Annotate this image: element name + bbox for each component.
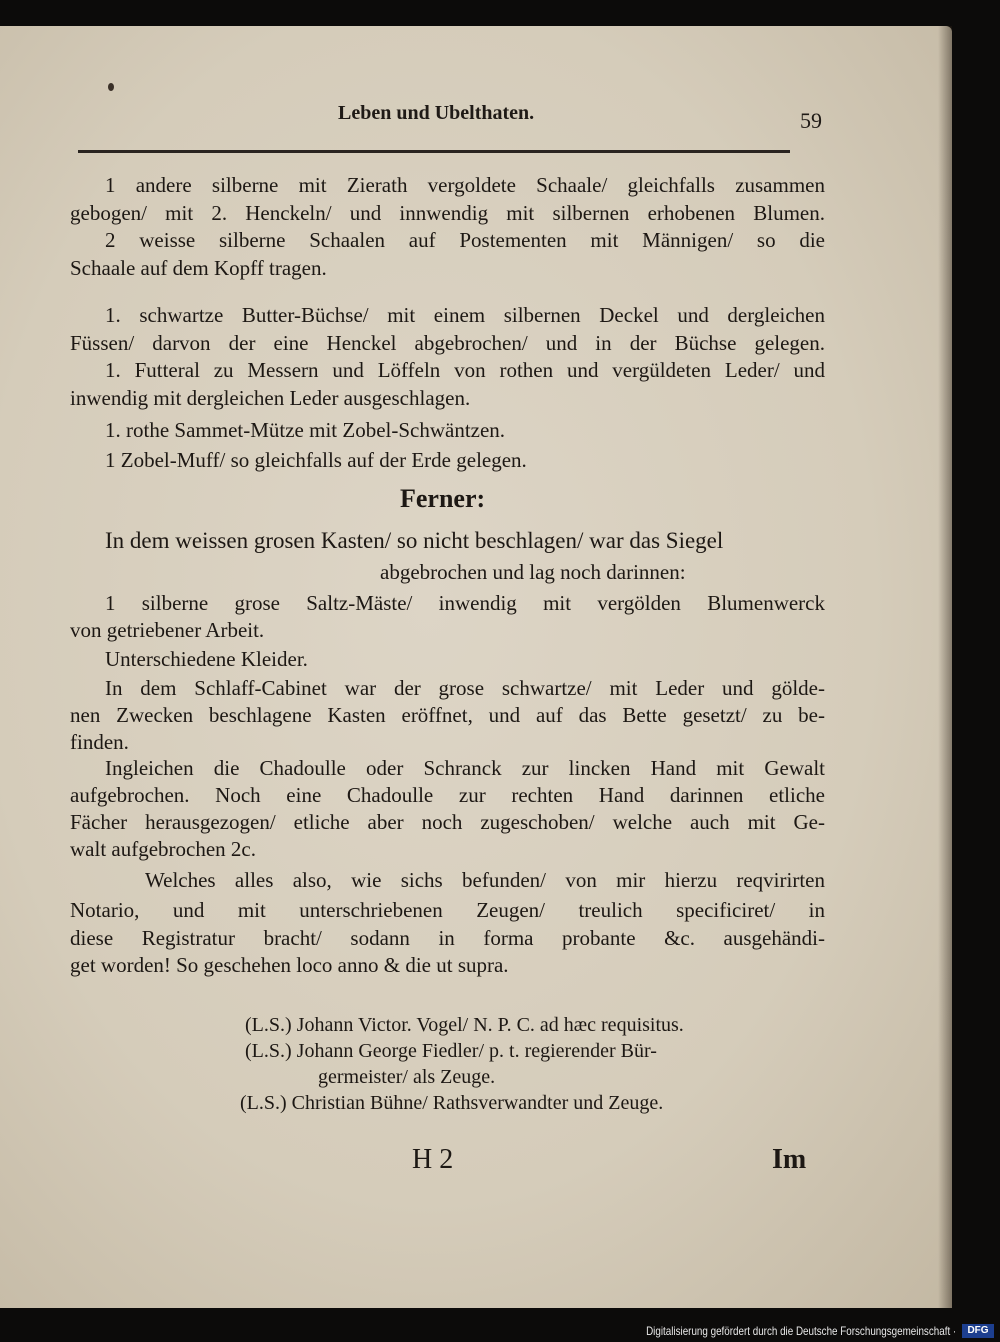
catchword: Im bbox=[772, 1144, 807, 1175]
text-line: Ingleichen die Chadoulle oder Schranck zur lincken Hand mit Gewalt bbox=[105, 756, 825, 780]
text-line: walt aufgebrochen 2c. bbox=[70, 837, 256, 861]
text-line: inwendig mit dergleichen Leder ausgeschlagen. bbox=[70, 386, 471, 410]
text-line: nen Zwecken beschlagene Kasten eröffnet, und auf das Bette gesetzt/ zu be- bbox=[70, 703, 825, 727]
text-line: Unterschiedene Kleider. bbox=[105, 647, 308, 671]
dfg-logo: DFG bbox=[962, 1324, 994, 1338]
text-line: gebogen/ mit 2. Henckeln/ und innwendig mit silbernen erhobenen Blumen. bbox=[70, 201, 825, 225]
running-head: Leben und Ubelthaten. bbox=[338, 102, 535, 124]
text-line: 1 silberne grose Saltz-Mäste/ inwendig mit vergölden Blumenwerck bbox=[105, 591, 825, 615]
header-rule bbox=[78, 150, 790, 153]
text-line: Schaale auf dem Kopff tragen. bbox=[70, 256, 327, 280]
text-line: get worden! So geschehen loco anno & die ut supra. bbox=[70, 953, 509, 977]
text-line: 1. Futteral zu Messern und Löffeln von rothen und vergüldeten Leder/ und bbox=[105, 358, 825, 382]
text-line: 2 weisse silberne Schaalen auf Postementen mit Männigen/ so die bbox=[105, 228, 825, 252]
text-line: 1. schwartze Butter-Büchse/ mit einem silbernen Deckel und dergleichen bbox=[105, 303, 825, 327]
text-line: abgebrochen und lag noch darinnen: bbox=[380, 560, 686, 584]
text-line: Welches alles also, wie sichs befunden/ von mir hierzu reqvirirten bbox=[145, 868, 825, 892]
text-line: von getriebener Arbeit. bbox=[70, 618, 265, 642]
funding-notice: Digitalisierung gefördert durch die Deutsche Forschungsgemeinschaft · bbox=[645, 1324, 956, 1338]
signature-line: (L.S.) Johann George Fiedler/ p. t. regierender Bür- bbox=[245, 1040, 657, 1062]
text-line: Notario, und mit unterschriebenen Zeugen/ treulich specificiret/ in bbox=[70, 898, 825, 922]
text-line: 1. rothe Sammet-Mütze mit Zobel-Schwäntzen. bbox=[105, 418, 506, 442]
text-line: aufgebrochen. Noch eine Chadoulle zur rechten Hand darinnen etliche bbox=[70, 783, 825, 807]
text-line: diese Registratur bracht/ sodann in forma probante &c. ausgehändi- bbox=[70, 926, 825, 950]
scanned-page bbox=[0, 26, 952, 1308]
text-line: In dem weissen grosen Kasten/ so nicht beschlagen/ war das Siegel bbox=[105, 528, 724, 553]
signature-line: (L.S.) Johann Victor. Vogel/ N. P. C. ad hæc requisitus. bbox=[245, 1014, 684, 1036]
section-heading: Ferner: bbox=[400, 484, 486, 513]
text-line: Fächer herausgezogen/ etliche aber noch zugeschoben/ welche auch mit Ge- bbox=[70, 810, 825, 834]
text-line: finden. bbox=[70, 730, 129, 754]
signature-line: germeister/ als Zeuge. bbox=[318, 1066, 496, 1088]
signature-line: (L.S.) Christian Bühne/ Rathsverwandter und Zeuge. bbox=[240, 1092, 664, 1114]
signature-mark: H 2 bbox=[412, 1144, 454, 1175]
text-line: Füssen/ darvon der eine Henckel abgebrochen/ und in der Büchse gelegen. bbox=[70, 331, 825, 355]
page-number: 59 bbox=[800, 108, 822, 133]
text-line: In dem Schlaff-Cabinet war der grose schwartze/ mit Leder und gölde- bbox=[105, 676, 825, 700]
text-line: 1 Zobel-Muff/ so gleichfalls auf der Erde gelegen. bbox=[105, 448, 527, 472]
ink-spot bbox=[108, 83, 114, 91]
text-line: 1 andere silberne mit Zierath vergoldete Schaale/ gleichfalls zusammen bbox=[105, 173, 825, 197]
